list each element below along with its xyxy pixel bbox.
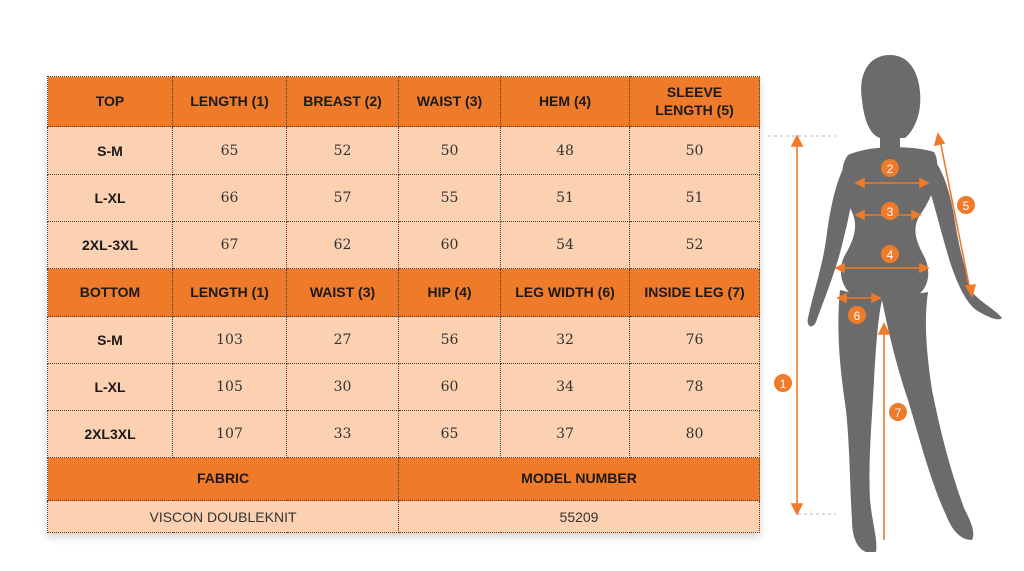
- marker-3: [881, 202, 899, 220]
- header-cell: LEG WIDTH (6): [501, 269, 630, 317]
- table-cell: 66: [173, 175, 287, 222]
- table-row: [48, 317, 760, 364]
- footer-header-row: [48, 458, 760, 501]
- table-cell: 107: [173, 411, 287, 458]
- header-cell: SLEEVE LENGTH (5): [630, 77, 760, 127]
- marker-4: [881, 245, 899, 263]
- size-label: L-XL: [48, 364, 173, 411]
- header-cell: INSIDE LEG (7): [630, 269, 760, 317]
- svg-text:6: 6: [853, 309, 861, 323]
- header-cell: TOP: [48, 77, 173, 127]
- table-cell: 65: [399, 411, 501, 458]
- table-cell: 50: [399, 127, 501, 175]
- table-row: [48, 222, 760, 269]
- table-cell: 80: [630, 411, 760, 458]
- table-cell: 54: [501, 222, 630, 269]
- fabric-value: VISCON DOUBLEKNIT: [48, 501, 399, 533]
- header-cell: BREAST (2): [287, 77, 399, 127]
- size-chart-table: [47, 76, 760, 533]
- table-cell: 62: [287, 222, 399, 269]
- svg-text:3: 3: [886, 205, 894, 219]
- measurement-figure: [760, 40, 1024, 571]
- footer-value-row: [48, 501, 760, 533]
- bottom-header-row: [48, 269, 760, 317]
- svg-text:4: 4: [886, 248, 894, 262]
- table-cell: 52: [630, 222, 760, 269]
- marker-2: [881, 159, 899, 177]
- table-cell: 103: [173, 317, 287, 364]
- table-cell: 52: [287, 127, 399, 175]
- table-cell: 60: [399, 364, 501, 411]
- table-cell: 50: [630, 127, 760, 175]
- header-cell: HEM (4): [501, 77, 630, 127]
- body-silhouette: [808, 55, 1002, 552]
- marker-7: [889, 403, 907, 421]
- table-cell: 51: [630, 175, 760, 222]
- header-cell: HIP (4): [399, 269, 501, 317]
- svg-text:5: 5: [962, 199, 970, 213]
- table-cell: 55: [399, 175, 501, 222]
- top-header-row: [48, 77, 760, 127]
- header-cell: WAIST (3): [287, 269, 399, 317]
- svg-text:2: 2: [886, 162, 894, 176]
- table-row: [48, 364, 760, 411]
- fabric-label: FABRIC: [48, 458, 399, 501]
- table-cell: 51: [501, 175, 630, 222]
- table-row: [48, 175, 760, 222]
- header-cell: LENGTH (1): [173, 77, 287, 127]
- size-label: L-XL: [48, 175, 173, 222]
- table-cell: 32: [501, 317, 630, 364]
- table-cell: 48: [501, 127, 630, 175]
- table-cell: 60: [399, 222, 501, 269]
- marker-6: [848, 306, 866, 324]
- table-cell: 76: [630, 317, 760, 364]
- size-label: 2XL3XL: [48, 411, 173, 458]
- size-label: 2XL-3XL: [48, 222, 173, 269]
- svg-text:1: 1: [779, 377, 787, 391]
- model-number-value: 55209: [399, 501, 760, 533]
- table-cell: 27: [287, 317, 399, 364]
- table-cell: 78: [630, 364, 760, 411]
- marker-1: [774, 374, 792, 392]
- table-row: [48, 411, 760, 458]
- table-cell: 105: [173, 364, 287, 411]
- table-cell: 67: [173, 222, 287, 269]
- table-cell: 37: [501, 411, 630, 458]
- table-cell: 34: [501, 364, 630, 411]
- size-label: S-M: [48, 127, 173, 175]
- header-cell: WAIST (3): [399, 77, 501, 127]
- table-row: [48, 127, 760, 175]
- model-number-label: MODEL NUMBER: [399, 458, 760, 501]
- table-cell: 30: [287, 364, 399, 411]
- table-cell: 33: [287, 411, 399, 458]
- table-cell: 65: [173, 127, 287, 175]
- header-cell: LENGTH (1): [173, 269, 287, 317]
- table-cell: 56: [399, 317, 501, 364]
- size-label: S-M: [48, 317, 173, 364]
- svg-text:7: 7: [894, 406, 902, 420]
- table-cell: 57: [287, 175, 399, 222]
- marker-5: [957, 196, 975, 214]
- header-cell: BOTTOM: [48, 269, 173, 317]
